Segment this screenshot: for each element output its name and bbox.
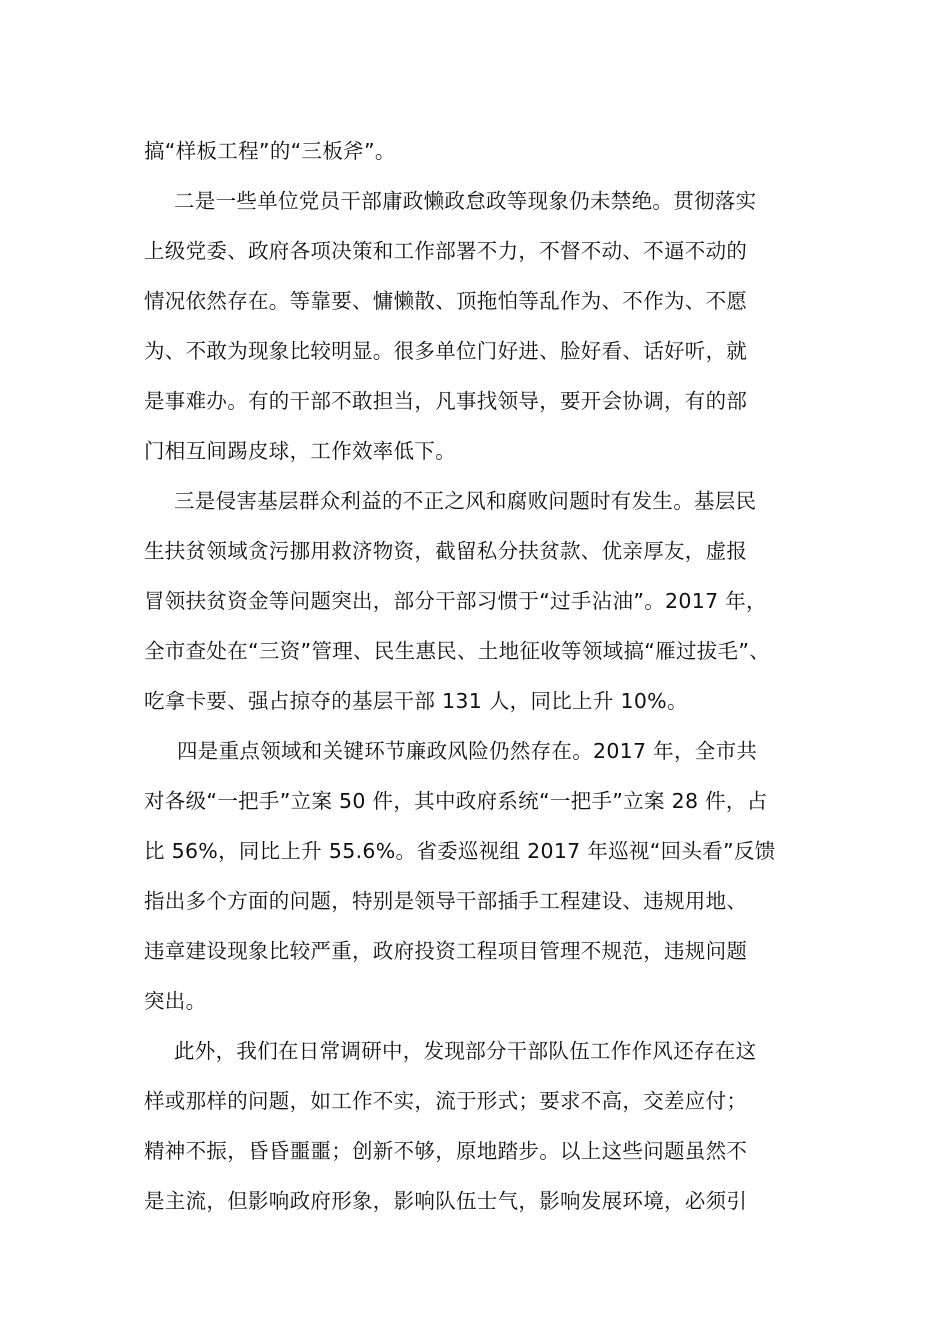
- text-line: 违章建设现象比较严重，政府投资工程项目管理不规范，违规问题: [144, 939, 748, 963]
- text-line: 情况依然存在。等靠要、慵懒散、顶拖怕等乱作为、不作为、不愿: [144, 289, 748, 313]
- text-line: 指出多个方面的问题，特别是领导干部插手工程建设、违规用地、: [144, 889, 748, 913]
- text-line: 冒领扶贫资金等问题突出，部分干部习惯于“过手沾油”。2017 年，: [144, 589, 767, 613]
- text-line: 全市查处在“三资”管理、民生惠民、土地征收等领域搞“雁过拔毛”、: [144, 639, 771, 663]
- text-line: 此外，我们在日常调研中，发现部分干部队伍工作作风还存在这: [174, 1039, 757, 1063]
- text-line: 上级党委、政府各项决策和工作部署不力，不督不动、不逼不动的: [144, 239, 748, 263]
- text-line: 精神不振，昏昏噩噩；创新不够，原地踏步。以上这些问题虽然不: [144, 1139, 748, 1163]
- text-line: 门相互间踢皮球，工作效率低下。: [144, 439, 456, 463]
- text-line: 是主流，但影响政府形象，影响队伍士气，影响发展环境，必须引: [144, 1189, 748, 1213]
- text-line: 样或那样的问题，如工作不实，流于形式；要求不高，交差应付；: [144, 1089, 748, 1113]
- text-line: 为、不敢为现象比较明显。很多单位门好进、脸好看、话好听，就: [144, 339, 748, 363]
- text-line: 三是侵害基层群众利益的不正之风和腐败问题时有发生。基层民: [174, 489, 757, 513]
- text-line: 四是重点领域和关键环节廉政风险仍然存在。2017 年，全市共: [177, 739, 758, 763]
- text-line: 生扶贫领域贪污挪用救济物资，截留私分扶贫款、优亲厚友，虚报: [144, 539, 748, 563]
- text-line: 搞“样板工程”的“三板斧”。: [144, 139, 396, 163]
- document-body: [144, 126, 808, 1226]
- text-line: 吃拿卡要、强占掠夺的基层干部 131 人，同比上升 10%。: [144, 689, 688, 713]
- text-line: 二是一些单位党员干部庸政懒政怠政等现象仍未禁绝。贯彻落实: [174, 189, 757, 213]
- text-line: 是事难办。有的干部不敢担当，凡事找领导，要开会协调，有的部: [144, 389, 748, 413]
- text-line: 比 56%，同比上升 55.6%。省委巡视组 2017 年巡视“回头看”反馈: [144, 839, 776, 863]
- text-line: 对各级“一把手”立案 50 件，其中政府系统“一把手”立案 28 件，占: [144, 789, 768, 813]
- text-line: 突出。: [144, 989, 207, 1013]
